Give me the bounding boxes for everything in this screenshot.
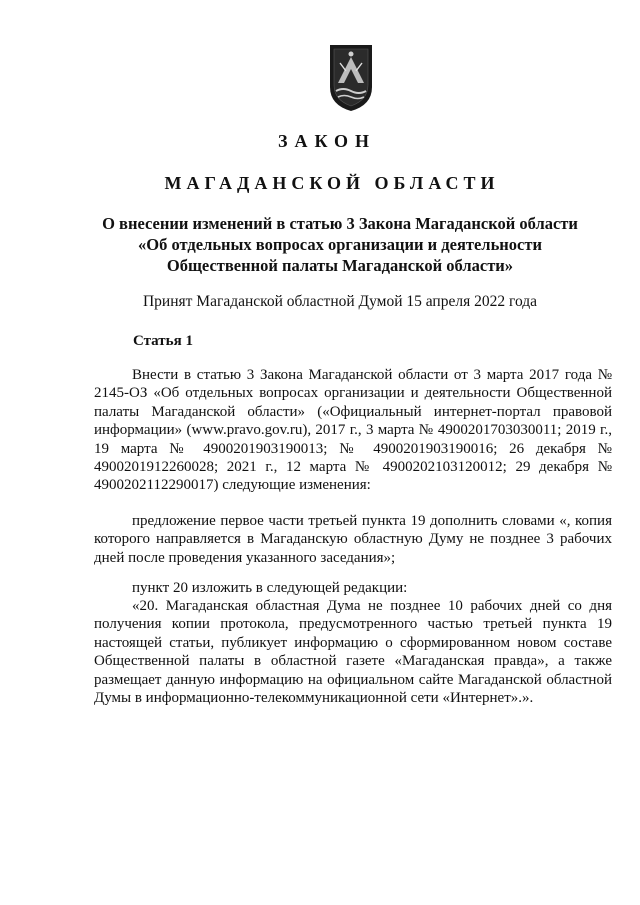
adoption-note: Принят Магаданской областной Думой 15 апреля 2022 года bbox=[142, 293, 538, 310]
subject-line: «Об отдельных вопросах организации и деятельности bbox=[138, 235, 542, 254]
subject-line: Общественной палаты Магаданской области» bbox=[166, 256, 514, 275]
body-paragraph: пункт 20 изложить в следующей редакции: bbox=[132, 580, 408, 596]
law-heading: ЗАКОН bbox=[277, 131, 377, 151]
article-heading: Статья 1 bbox=[133, 333, 193, 349]
body-paragraph: предложение первое части третьей пункта 19 дополнить словами «, копия которого направляется в Магаданскую областную Думу не позднее 3 рабочих дней после проведения указанного заседания»; bbox=[94, 513, 612, 566]
body-paragraph: «20. Магаданская областная Дума не позднее 10 рабочих дней со дня получения копии протокола, предусмотренного частью третьей пункта 19 настоящей статьи, публикует информацию о сформированном новом составе Общественной палаты в областной газете «Магаданская правда», а также размещает данную информацию на официальном сайте Магаданской областной Думы в информационно-телекоммуникационной сети «Интернет».». bbox=[94, 598, 612, 707]
body-paragraph: Внести в статью 3 Закона Магаданской области от 3 марта 2017 года № 2145-ОЗ «Об отдельных вопросах организации и деятельности Общественной палаты Магаданской области» («Официальный интернет-портал правовой информации» (www.pravo.gov.ru), 2017 г., 3 марта № 4900201703030011; 2019 г., 19 марта № 4900201903190013; № 4900201903190016; 26 декабря № 4900201912260028; 2021 г., 12 марта № 4900202103120012; 29 декабря № 4900202112290017) следующие изменения: bbox=[94, 367, 612, 494]
region-heading: МАГАДАНСКОЙ ОБЛАСТИ bbox=[164, 173, 500, 193]
law-subject-title bbox=[20, 213, 640, 276]
subject-line: О внесении изменений в статью 3 Закона Магаданской области bbox=[102, 214, 578, 233]
magadan-coat-of-arms-icon bbox=[328, 43, 374, 113]
